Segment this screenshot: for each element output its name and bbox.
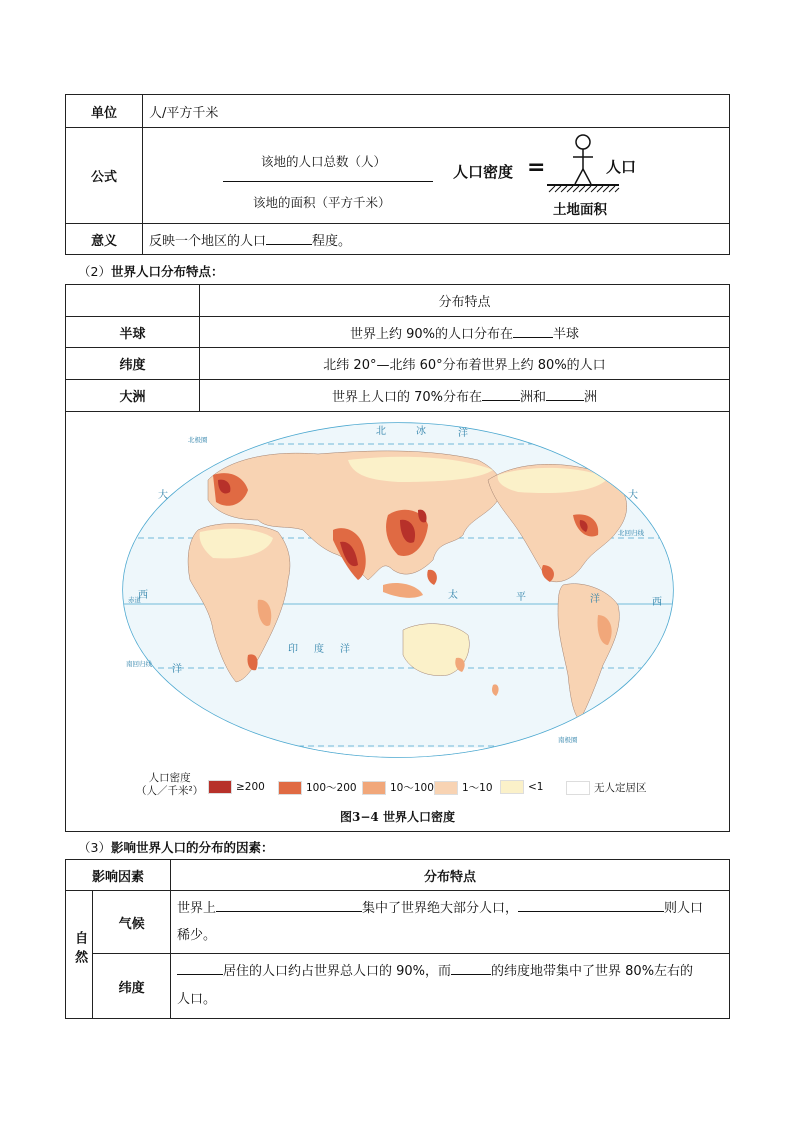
legend-item <box>362 780 434 795</box>
latitude-blank-2[interactable] <box>451 961 491 975</box>
legend-item <box>278 780 357 795</box>
ocean-label: 太 <box>448 590 458 601</box>
distribution-table <box>65 284 730 832</box>
section-2-heading <box>78 262 223 280</box>
land-word: 土地面积 <box>553 202 607 218</box>
legend-title-block <box>136 772 203 798</box>
ocean-label: 印 <box>288 644 298 655</box>
row-hemisphere-label: 半球 <box>66 317 200 348</box>
hemisphere-suffix: 半球 <box>553 326 580 342</box>
ocean-label: 洋 <box>340 644 350 655</box>
ocean-label: 洋 <box>590 594 600 605</box>
climate-text-1: 世界上 <box>177 901 217 916</box>
tropic-south-label: 南回归线 <box>126 660 152 668</box>
world-population-map <box>118 420 678 760</box>
world-map-figure <box>66 412 729 831</box>
ocean-label: 洋 <box>172 664 182 675</box>
formula-numerator: 该地的人口总数（人） <box>261 154 387 169</box>
natural-group-label <box>66 891 93 1019</box>
unit-label: 单位 <box>66 95 143 128</box>
climate-blank-2[interactable] <box>518 898 664 912</box>
latitude-cell <box>171 954 730 1019</box>
row-latitude-label: 纬度 <box>66 348 200 380</box>
legend-swatch <box>362 781 386 795</box>
legend-label: 10～100 <box>390 782 434 794</box>
climate-label: 气候 <box>93 891 171 954</box>
legend-swatch <box>278 781 302 795</box>
climate-text-4: 稀少。 <box>177 928 217 943</box>
ocean-label: 西 <box>138 590 148 601</box>
density-table <box>65 94 730 255</box>
latitude-text-1: 居住的人口约占世界总人口的 90%，而 <box>223 964 452 979</box>
formula-cell <box>143 128 730 224</box>
continent-blank-2[interactable] <box>546 387 584 401</box>
legend-title: 人口密度 <box>148 772 191 784</box>
meaning-post: 程度。 <box>312 233 352 249</box>
latitude-text-2: 的纬度地带集中了世界 80%左右的 <box>491 964 694 979</box>
climate-text-2: 集中了世界绝大部分人口， <box>362 901 519 916</box>
row-latitude-value: 北纬 20°—北纬 60°分布着世界上约 80%的人口 <box>200 348 730 380</box>
meaning-cell <box>143 224 730 255</box>
legend-label: 1～10 <box>462 782 493 794</box>
equals-sign: = <box>527 155 546 180</box>
antarctic-circle-label: 南极圈 <box>558 736 578 744</box>
section-3-heading <box>78 838 273 856</box>
latitude-text-3: 人口。 <box>177 992 217 1007</box>
row-continent-label: 大洲 <box>66 380 200 412</box>
ocean-label: 洋 <box>458 428 468 439</box>
continent-blank-1[interactable] <box>482 387 520 401</box>
legend-swatch <box>500 780 524 794</box>
continent-mid: 洲和 <box>520 390 547 405</box>
section-2-title: 世界人口分布特点： <box>110 264 224 279</box>
ocean-label: 北 <box>376 426 386 437</box>
factor-header: 影响因素 <box>66 860 171 891</box>
meaning-pre: 反映一个地区的人口 <box>149 233 267 249</box>
equator-label: 赤道 <box>128 596 141 604</box>
climate-cell <box>171 891 730 954</box>
legend-label: 100～200 <box>306 782 357 794</box>
legend-swatch <box>566 781 590 795</box>
legend-swatch <box>208 780 232 794</box>
unit-value: 人/平方千米 <box>143 95 730 128</box>
row-hemisphere-value <box>200 317 730 348</box>
section-2-number: （2） <box>78 264 111 279</box>
legend-item <box>566 780 647 795</box>
ocean-label: 大 <box>628 490 638 501</box>
climate-text-3: 则人口 <box>664 901 704 916</box>
ocean-label: 大 <box>158 490 168 501</box>
continent-suffix: 洲 <box>584 390 598 405</box>
legend-label: 无人定居区 <box>594 782 647 794</box>
legend-item <box>500 780 543 794</box>
legend-item <box>208 780 265 794</box>
header-empty-cell <box>66 285 200 317</box>
ocean-label: 西 <box>652 597 662 608</box>
section-3-title: 影响世界人口的分布的因素： <box>110 840 274 855</box>
ocean-label: 度 <box>314 644 324 655</box>
ocean-label: 冰 <box>416 426 426 437</box>
hemisphere-text: 世界上约 90%的人口分布在 <box>349 326 513 342</box>
meaning-label: 意义 <box>66 224 143 255</box>
feature-header: 分布特点 <box>171 860 730 891</box>
person-word: 人口 <box>606 158 637 176</box>
continent-text: 世界上人口的 70%分布在 <box>331 390 482 405</box>
legend-item <box>434 780 493 795</box>
factors-table <box>65 859 730 1019</box>
formula-denominator: 该地的面积（平方千米） <box>253 195 391 210</box>
latitude-blank-1[interactable] <box>177 961 223 975</box>
legend-unit: （人／千米²） <box>136 785 204 797</box>
row-continent-value <box>200 380 730 412</box>
climate-blank-1[interactable] <box>216 898 362 912</box>
latitude-label: 纬度 <box>93 954 171 1019</box>
hemisphere-blank[interactable] <box>513 324 553 338</box>
ocean-label: 平 <box>516 592 526 603</box>
formula-label: 公式 <box>66 128 143 224</box>
meaning-blank[interactable] <box>266 231 312 245</box>
section-3-number: （3） <box>78 840 111 855</box>
legend-label: <1 <box>528 781 544 793</box>
natural-group-text: 自然 <box>72 930 88 969</box>
distribution-header: 分布特点 <box>200 285 730 317</box>
density-word: 人口密度 <box>453 163 514 181</box>
legend-swatch <box>434 781 458 795</box>
map-cell <box>66 412 730 832</box>
arctic-circle-label: 北极圈 <box>188 436 208 444</box>
legend-label: ≥200 <box>236 781 265 793</box>
fraction-bar <box>223 181 433 182</box>
map-caption: 图3−4 世界人口密度 <box>340 810 455 824</box>
tropic-north-label: 北回归线 <box>618 529 644 537</box>
